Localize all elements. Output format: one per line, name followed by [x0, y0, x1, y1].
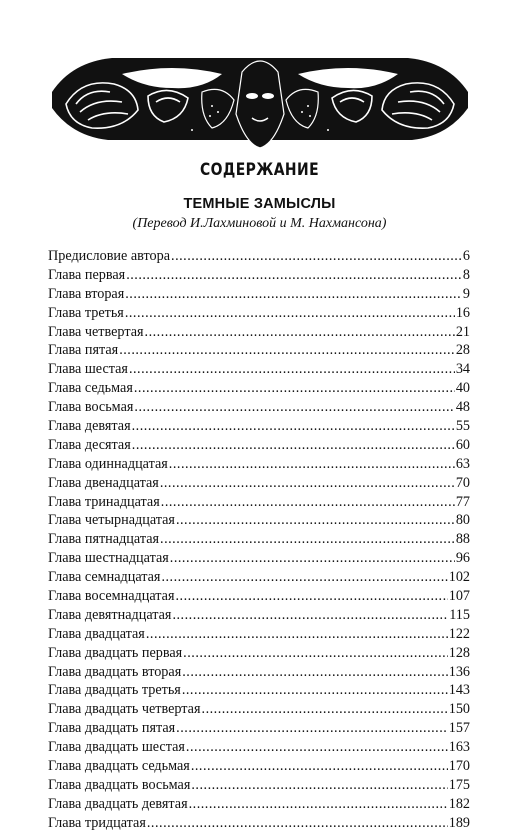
dot-leader: [182, 681, 448, 700]
toc-entry[interactable]: [48, 360, 470, 379]
toc-entry[interactable]: [48, 568, 470, 587]
toc-entry[interactable]: [48, 814, 470, 833]
toc-entry[interactable]: [48, 474, 470, 493]
toc-entry-page: 150: [448, 701, 470, 718]
toc-entry-page: 80: [455, 512, 470, 529]
toc-entry-label: Глава шестая: [48, 361, 128, 378]
toc-entry-page: 8: [462, 266, 470, 283]
toc-entry[interactable]: [48, 266, 470, 285]
toc-entry-label: Глава третья: [48, 304, 124, 321]
toc-entry[interactable]: [48, 776, 470, 795]
dot-leader: [191, 757, 448, 776]
book-title: ТЕМНЫЕ ЗАМЫСЛЫ: [183, 196, 336, 212]
toc-entry[interactable]: [48, 247, 470, 266]
toc-entry-label: Глава тринадцатая: [48, 493, 160, 510]
toc-entry[interactable]: [48, 606, 470, 625]
toc-entry-page: 175: [448, 776, 470, 793]
toc-entry-label: Глава двадцатая: [48, 625, 145, 642]
toc-entry-label: Глава тридцатая: [48, 814, 146, 831]
dot-leader: [119, 341, 455, 360]
toc-entry[interactable]: [48, 681, 470, 700]
toc-entry[interactable]: [48, 285, 470, 304]
toc-entry-label: Глава семнадцатая: [48, 569, 161, 586]
dot-leader: [134, 379, 455, 398]
toc-entry-label: Предисловие автора: [48, 248, 171, 264]
dot-leader: [191, 776, 447, 795]
toc-entry-label: Глава двадцать пятая: [48, 720, 176, 737]
toc-entry-page: 96: [455, 550, 470, 567]
toc-entry-label: Глава шестнадцатая: [48, 550, 169, 567]
toc-entry[interactable]: [48, 304, 470, 323]
toc-entry-label: Глава двадцать вторая: [48, 663, 182, 680]
toc-entry-page: 107: [448, 588, 470, 605]
dot-leader: [145, 323, 455, 342]
toc-entry-label: Глава одиннадцатая: [48, 455, 168, 472]
toc-entry[interactable]: [48, 587, 470, 606]
toc-entry-page: 9: [462, 285, 470, 302]
dot-leader: [147, 814, 448, 833]
contents-heading: СОДЕРЖАНИЕ: [199, 160, 320, 180]
dot-leader: [160, 474, 455, 493]
toc-entry[interactable]: [48, 719, 470, 738]
dot-leader: [172, 606, 448, 625]
toc-entry[interactable]: [48, 323, 470, 342]
toc-entry-page: 28: [455, 342, 470, 359]
dot-leader: [161, 493, 455, 512]
toc-entry-page: 88: [455, 531, 470, 548]
toc-entry-label: Глава пятая: [48, 342, 119, 359]
toc-entry[interactable]: [48, 398, 470, 417]
toc-entry-page: 16: [455, 304, 470, 321]
toc-entry-page: 122: [448, 625, 470, 642]
dot-leader: [183, 644, 448, 663]
toc-entry-label: Глава седьмая: [48, 380, 133, 397]
toc-entry[interactable]: [48, 455, 470, 474]
toc-entry[interactable]: [48, 530, 470, 549]
toc-entry-label: Глава восемнадцатая: [48, 588, 175, 605]
toc-entry-label: Глава девятнадцатая: [48, 606, 172, 623]
dot-leader: [186, 738, 448, 757]
toc-entry-page: 77: [455, 493, 470, 510]
toc-entry[interactable]: [48, 417, 470, 436]
toc-entry-label: Глава четвертая: [48, 323, 144, 340]
toc-entry-label: Глава двадцать четвертая: [48, 701, 201, 718]
toc-entry-page: 34: [455, 361, 470, 378]
toc-entry[interactable]: [48, 549, 470, 568]
dot-leader: [169, 455, 455, 474]
table-of-contents: [48, 247, 470, 833]
dot-leader: [160, 530, 455, 549]
toc-entry[interactable]: [48, 625, 470, 644]
toc-entry-page: 60: [455, 436, 470, 453]
toc-entry[interactable]: [48, 341, 470, 360]
toc-entry-label: Глава вторая: [48, 285, 125, 302]
dot-leader: [202, 700, 448, 719]
dot-leader: [146, 625, 448, 644]
toc-entry-label: Глава двадцать восьмая: [48, 776, 191, 793]
toc-entry[interactable]: [48, 511, 470, 530]
toc-entry[interactable]: [48, 493, 470, 512]
dot-leader: [176, 511, 455, 530]
dot-leader: [182, 663, 447, 682]
toc-entry-label: Глава двадцать шестая: [48, 739, 185, 756]
toc-entry-page: 102: [448, 569, 470, 586]
toc-entry-page: 189: [448, 814, 470, 831]
toc-entry-label: Глава восьмая: [48, 399, 134, 416]
dot-leader: [161, 568, 447, 587]
toc-entry-page: 48: [455, 399, 470, 416]
toc-entry[interactable]: [48, 663, 470, 682]
dot-leader: [170, 549, 455, 568]
toc-entry-page: 170: [448, 758, 470, 775]
toc-entry-page: 128: [448, 644, 470, 661]
toc-entry-page: 163: [448, 739, 470, 756]
dot-leader: [132, 417, 455, 436]
toc-entry[interactable]: [48, 700, 470, 719]
toc-entry-label: Глава двадцать девятая: [48, 795, 188, 812]
toc-entry-page: 70: [455, 474, 470, 491]
toc-entry-label: Глава двадцать первая: [48, 644, 183, 661]
toc-entry[interactable]: [48, 757, 470, 776]
toc-entry-page: 157: [448, 720, 470, 737]
toc-entry-page: 21: [455, 323, 470, 340]
toc-entry-label: Глава двадцать третья: [48, 682, 181, 699]
dot-leader: [176, 719, 448, 738]
toc-entry-page: 136: [448, 663, 470, 680]
translators-note: (Перевод И.Лахминовой и М. Нахмансона): [132, 216, 387, 231]
toc-entry-label: Глава четырнадцатая: [48, 512, 175, 529]
toc-entry[interactable]: [48, 644, 470, 663]
toc-entry-label: Глава двенадцатая: [48, 474, 159, 491]
toc-entry[interactable]: [48, 379, 470, 398]
dot-leader: [125, 304, 455, 323]
toc-entry-page: 143: [448, 682, 470, 699]
toc-entry-label: Глава двадцать седьмая: [48, 758, 190, 775]
toc-entry-label: Глава десятая: [48, 436, 131, 453]
toc-entry-page: 63: [455, 455, 470, 472]
dot-leader: [171, 247, 462, 266]
toc-entry-label: Глава пятнадцатая: [48, 531, 160, 548]
toc-entry[interactable]: [48, 436, 470, 455]
toc-entry-page: 182: [448, 795, 470, 812]
decorative-shells-and-mask-banner: [52, 44, 468, 154]
dot-leader: [126, 266, 462, 285]
toc-entry[interactable]: [48, 795, 470, 814]
dot-leader: [132, 436, 455, 455]
toc-entry-page: 6: [462, 248, 470, 264]
toc-entry-label: Глава первая: [48, 266, 126, 283]
toc-entry-label: Глава девятая: [48, 418, 131, 435]
dot-leader: [176, 587, 448, 606]
dot-leader: [134, 398, 454, 417]
dot-leader: [125, 285, 462, 304]
toc-entry-page: 115: [449, 606, 470, 623]
dot-leader: [189, 795, 448, 814]
toc-entry-page: 40: [455, 380, 470, 397]
dot-leader: [129, 360, 455, 379]
toc-entry-page: 55: [455, 418, 470, 435]
toc-entry[interactable]: [48, 738, 470, 757]
